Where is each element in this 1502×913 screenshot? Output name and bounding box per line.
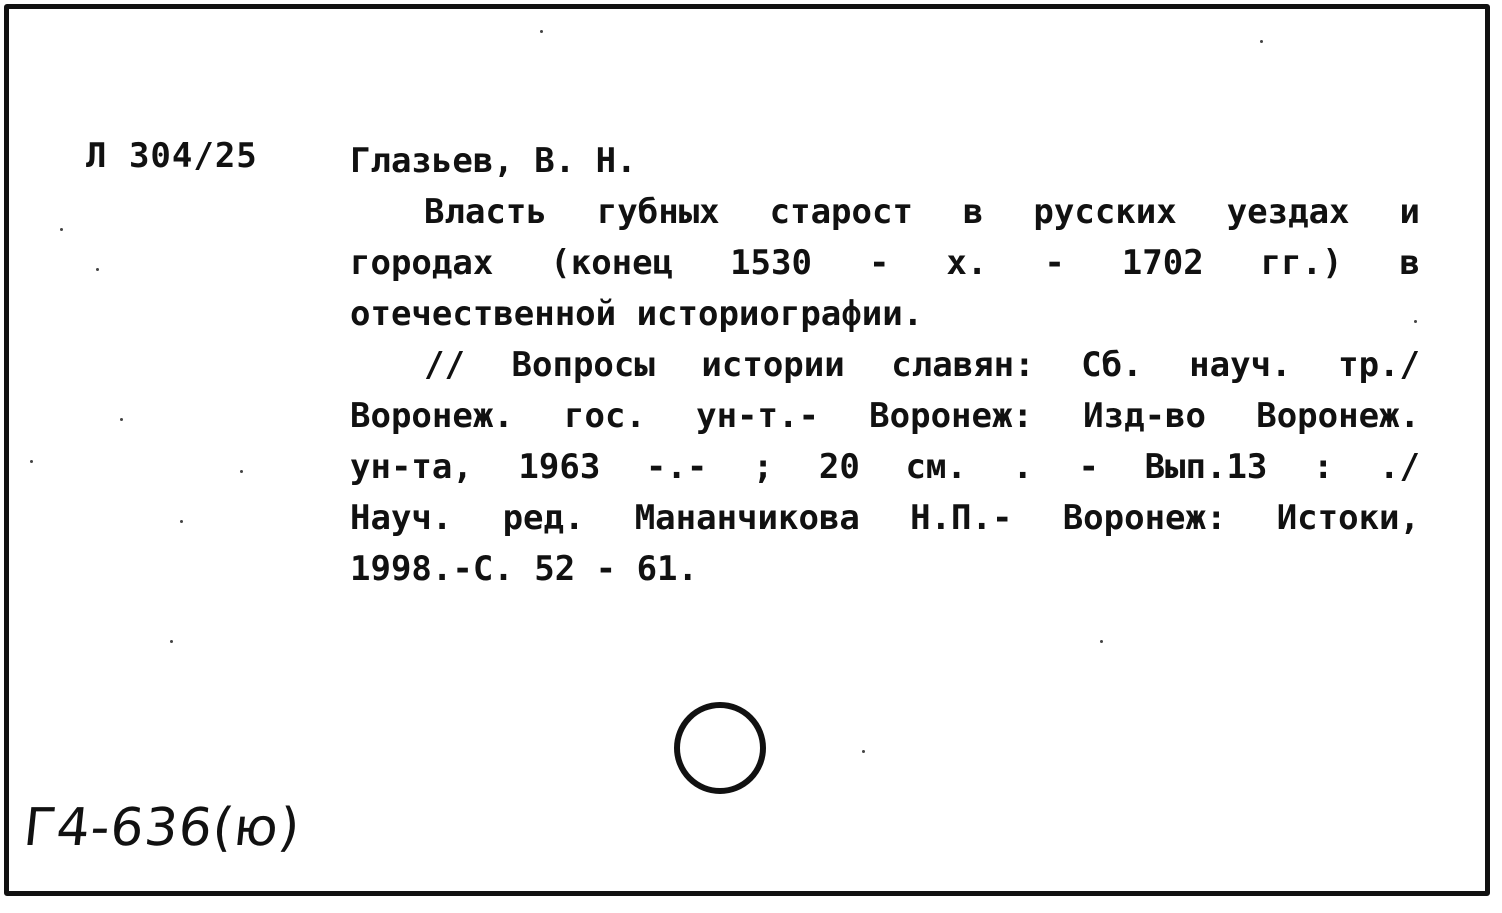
scan-speck — [1100, 640, 1103, 643]
title-line: отечественной историографии. — [350, 294, 924, 334]
scan-speck — [170, 640, 173, 643]
punch-hole — [674, 702, 766, 794]
scan-speck — [30, 460, 33, 463]
bibliographic-record — [350, 136, 1420, 595]
handwritten-code: Г4-636(ю) — [20, 798, 304, 858]
title-line: Власть губных старост в русских уездах и — [424, 192, 1420, 232]
scan-speck — [1414, 320, 1417, 323]
scan-speck — [540, 30, 543, 33]
scan-speck — [862, 750, 865, 753]
source-line: Воронеж. гос. ун-т.- Воронеж: Изд-во Воронеж. — [350, 396, 1420, 436]
source-line: 1998.-С. 52 - 61. — [350, 549, 698, 589]
scan-speck — [1260, 40, 1263, 43]
source-line: Науч. ред. Мананчикова Н.П.- Воронеж: Истоки, — [350, 498, 1420, 538]
scan-speck — [96, 268, 99, 271]
scan-speck — [120, 418, 123, 421]
source-line: // Вопросы истории славян: Сб. науч. тр./ — [424, 345, 1420, 385]
scan-speck — [60, 228, 63, 231]
title-line: городах (конец 1530 - х. - 1702 гг.) в — [350, 243, 1420, 283]
scan-speck — [240, 470, 243, 473]
call-number: Л 304/25 — [86, 136, 258, 176]
source-line: ун-та, 1963 -.- ; 20 см. . - Вып.13 : ./ — [350, 447, 1420, 487]
author-name: Глазьев, В. Н. — [350, 141, 637, 181]
scan-speck — [180, 520, 183, 523]
